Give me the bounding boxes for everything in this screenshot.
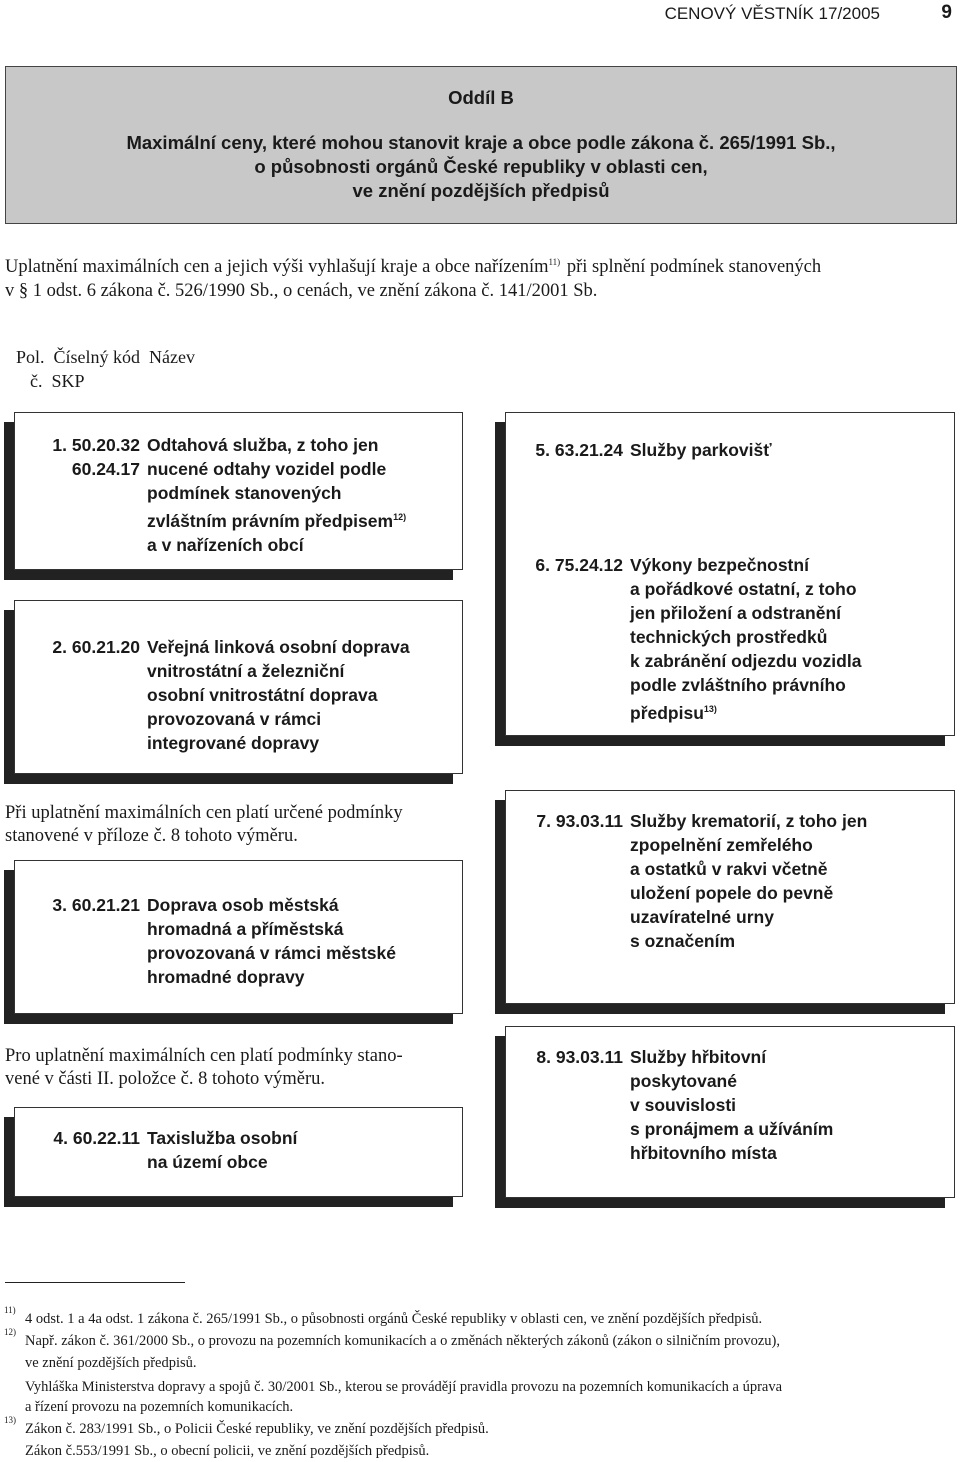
page-header	[0, 2, 960, 28]
condition-note-2: Pro uplatnění maximálních cen platí podmínky stano- vené v části II. položce č. 8 tohoto výměru.	[5, 1046, 403, 1089]
column-header	[16, 345, 195, 393]
item-card-7	[505, 790, 955, 1004]
item-code: 1. 50.20.32 60.24.17	[52, 435, 140, 479]
item-code: 3. 60.21.21	[52, 895, 140, 915]
item-name: Odtahová služba, z toho jen nucené odtahy vozidel podle podmínek stanovených zvláštním právním předpisem$^{12)}$ a v nařízeních obcí	[147, 435, 407, 555]
item-code: 7. 93.03.11	[536, 811, 623, 831]
item-name: Doprava osob městská hromadná a příměstská provozovaná v rámci městské hromadné dopravy	[147, 895, 397, 987]
item-name: Služby parkovišť	[630, 440, 772, 460]
footnote-text: Zákon č. 283/1991 Sb., o Policii České republiky, ve znění pozdějších předpisů.	[25, 1421, 489, 1437]
footnote-mark: 13)	[4, 1415, 16, 1425]
col-nazev: Název	[149, 347, 195, 367]
item-card-4	[14, 1107, 463, 1197]
footnote-ref: 12)	[393, 512, 407, 522]
col-skp: SKP	[51, 371, 85, 391]
intro-paragraph	[5, 250, 955, 303]
item-code: 2. 60.21.20	[52, 637, 140, 657]
item-code: 6. 75.24.12	[535, 555, 623, 575]
item-name: Taxislužba osobní na území obce	[147, 1128, 298, 1172]
section-subtitle-line: o působnosti orgánů České republiky v oblasti cen,	[254, 156, 708, 177]
item-name: Výkony bezpečnostní a pořádkové ostatní, z toho jen přiložení a odstranění technických prostředků k zabránění odjezdu vozidla podle zvláštního právního předpisu$^{13)}$	[630, 555, 862, 723]
item-card-5-6	[505, 412, 955, 736]
footnote-text: ve znění pozdějších předpisů.	[25, 1355, 197, 1371]
condition-note-1: Při uplatnění maximálních cen platí určené podmínky stanovené v příloze č. 8 tohoto výměru.	[5, 803, 403, 846]
col-kod: Číselný kód	[53, 347, 141, 367]
journal-title: CENOVÝ VĚSTNÍK 17/2005	[664, 4, 880, 23]
col-pol: Pol.	[16, 347, 45, 367]
item-card-1	[14, 412, 463, 570]
item-card-2	[14, 600, 463, 774]
section-subtitle	[6, 131, 956, 203]
footnote-mark: 12)	[4, 1327, 16, 1337]
item-card-3	[14, 860, 463, 1014]
item-name: Služby hřbitovní poskytované v souvislosti s pronájmem a užíváním hřbitovního místa	[630, 1047, 834, 1163]
footnote-text: Zákon č.553/1991 Sb., o obecní policii, ve znění pozdějších předpisů.	[25, 1443, 430, 1459]
item-name: Služby krematorií, z toho jen zpopelnění zemřelého a ostatků v rakvi včetně uložení popele do pevně uzavíratelné urny s označením	[630, 811, 868, 951]
section-header-box	[5, 66, 957, 224]
item-name: Veřejná linková osobní doprava vnitrostátní a železniční osobní vnitrostátní doprava provozovaná v rámci integrované dopravy	[147, 637, 410, 753]
item-code: 8. 93.03.11	[536, 1047, 623, 1067]
item-card-8	[505, 1026, 955, 1198]
footnote-ref: 11)	[548, 257, 561, 267]
col-c: č.	[30, 371, 43, 391]
page-number: 9	[941, 2, 952, 23]
section-title: Oddíl B	[448, 87, 514, 108]
item-code: 4. 60.22.11	[53, 1128, 140, 1148]
footnote-mark: 11)	[4, 1305, 16, 1315]
footnote-text: Vyhláška Ministerstva dopravy a spojů č. 30/2001 Sb., kterou se provádějí pravidla provozu na pozemních komunikacích a úprava	[25, 1379, 783, 1395]
footnote-text: Např. zákon č. 361/2000 Sb., o provozu na pozemních komunikacích a o změnách některých zákonů (zákon o silničním provozu),	[25, 1333, 780, 1349]
intro-line: Uplatnění maximálních cen a jejich výši vyhlašují kraje a obce nařízením$^{11)}$ při splnění podmínek stanovených	[5, 257, 822, 277]
footnote-divider	[5, 1282, 185, 1283]
footnote-ref: 13)	[703, 704, 717, 714]
footnote-text: 4 odst. 1 a 4a odst. 1 zákona č. 265/1991 Sb., o působnosti orgánů České republiky v oblasti cen, ve znění pozdějších předpisů.	[25, 1311, 763, 1327]
section-subtitle-line: ve znění pozdějších předpisů	[352, 180, 610, 201]
footnote-text: a řízení provozu na pozemních komunikacích.	[25, 1399, 294, 1415]
item-code: 5. 63.21.24	[535, 440, 623, 460]
section-subtitle-line: Maximální ceny, které mohou stanovit kraje a obce podle zákona č. 265/1991 Sb.,	[126, 132, 836, 153]
intro-line: v § 1 odst. 6 zákona č. 526/1990 Sb., o cenách, ve znění zákona č. 141/2001 Sb.	[5, 281, 598, 301]
